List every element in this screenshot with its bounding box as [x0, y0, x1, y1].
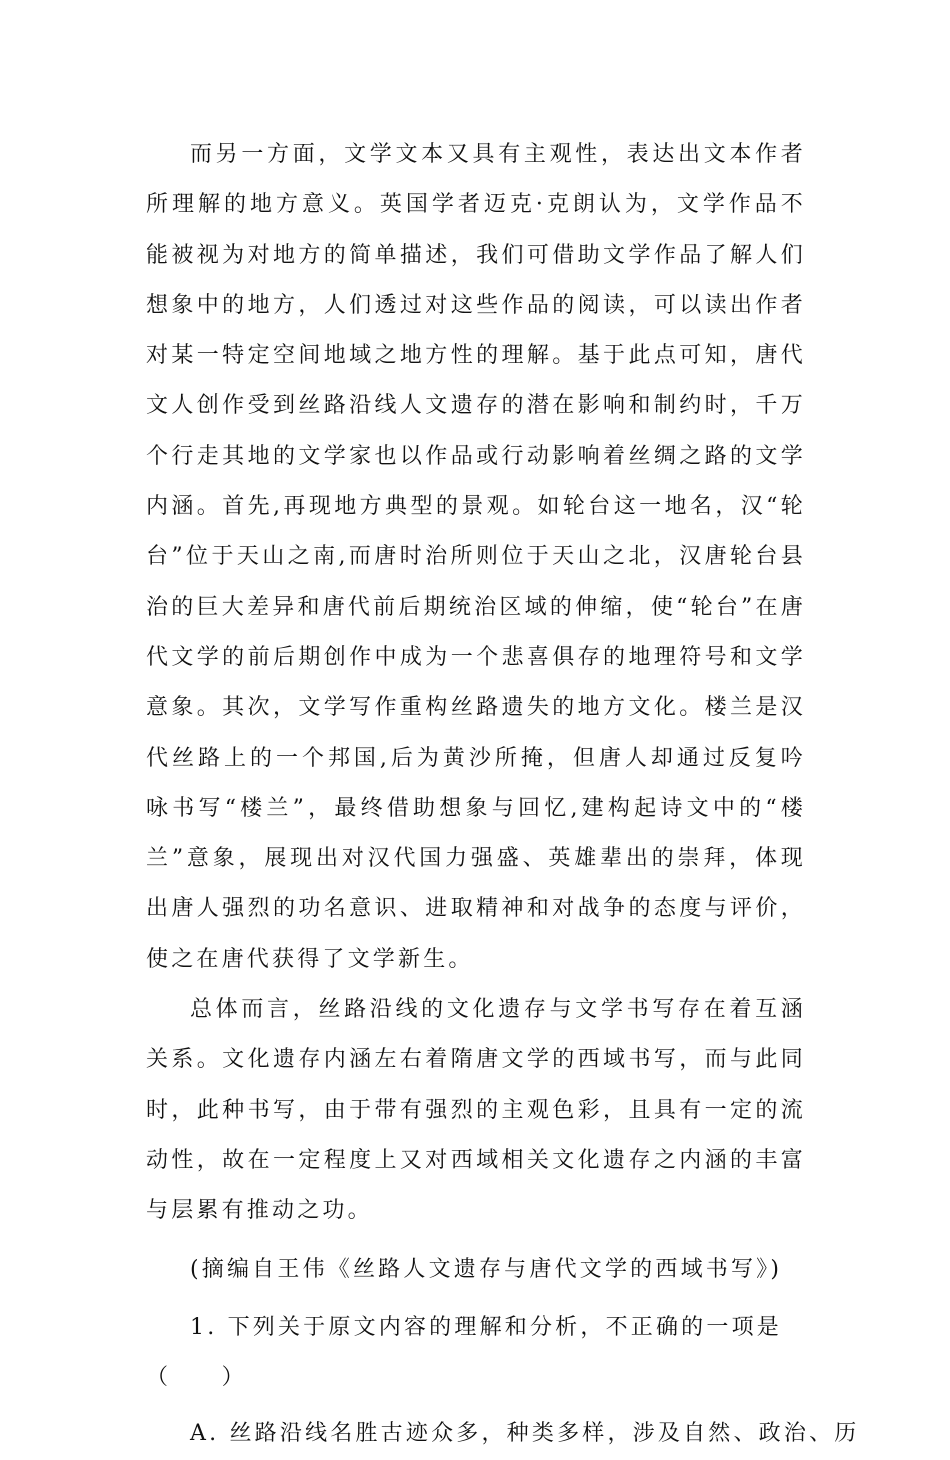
- paragraph-2: 总体而言，丝路沿线的文化遗存与文学书写存在着互涵关系。文化遗存内涵左右着隋唐文学的西域书写，而与此同时，此种书写，由于带有强烈的主观色彩，且具有一定的流动性，故在一定程度上又对西域相关文化遗存之内涵的丰富与层累有推动之功。: [146, 997, 806, 1224]
- source-citation: (摘编自王伟《丝路人文遗存与唐代文学的西域书写》): [190, 1256, 783, 1282]
- option-a: A. 丝路沿线名胜古迹众多，种类多样，涉及自然、政治、历: [190, 1421, 860, 1447]
- paragraph-1: 而另一方面，文学文本又具有主观性，表达出文本作者所理解的地方意义。英国学者迈克·克朗认为，文学作品不能被视为对地方的简单描述，我们可借助文学作品了解人们想象中的地方，人们透过对这些作品的阅读，可以读出作者对某一特定空间地域之地方性的理解。基于此点可知，唐代文人创作受到丝路沿线人文遗存的潜在影响和制约时，千万个行走其地的文学家也以作品或行动影响着丝绸之路的文学内涵。首先,再现地方典型的景观。如轮台这一地名，汉“轮台”位于天山之南,而唐时治所则位于天山之北，汉唐轮台县治的巨大差异和唐代前后期统治区域的伸缩，使“轮台”在唐代文学的前后期创作中成为一个悲喜俱存的地理符号和文学意象。其次，文学写作重构丝路遗失的地方文化。楼兰是汉代丝路上的一个邦国,后为黄沙所掩，但唐人却通过反复吟咏书写“楼兰”，最终借助想象与回忆,建构起诗文中的“楼兰”意象，展现出对汉代国力强盛、英雄辈出的崇拜，体现出唐人强烈的功名意识、进取精神和对战争的态度与评价，使之在唐代获得了文学新生。: [146, 142, 806, 972]
- document-body: [146, 130, 860, 1460]
- question-1: 1. 下列关于原文内容的理解和分析，不正确的一项是（ ）: [146, 1314, 782, 1391]
